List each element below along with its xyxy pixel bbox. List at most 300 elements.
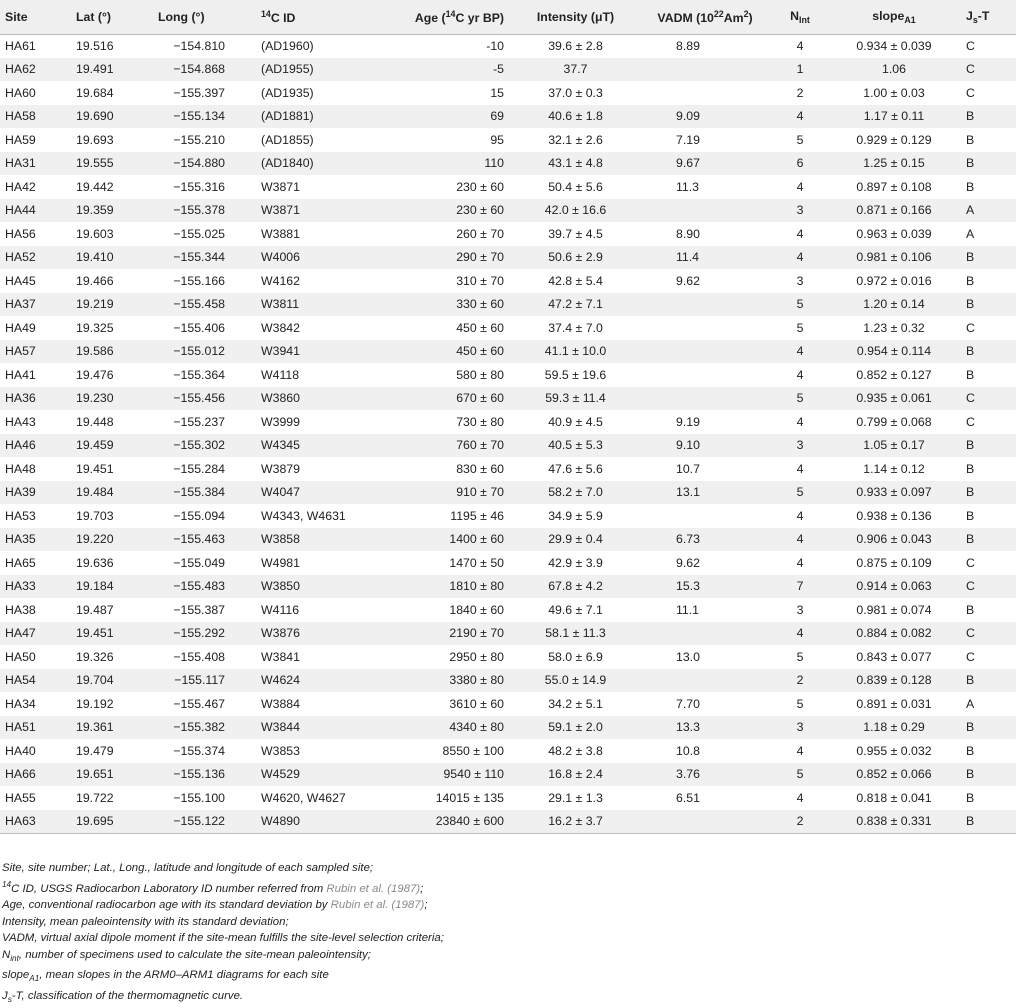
cell-n-int: 3 — [768, 716, 832, 740]
table-row — [0, 58, 1016, 82]
cell-vadm: 10.8 — [642, 739, 768, 763]
cell-vadm: 9.10 — [642, 434, 768, 458]
table-row — [0, 316, 1016, 340]
cell-lat: 19.466 — [70, 269, 150, 293]
footnote-slope: slope$_{A1}$, mean slopes in the ARM0–ARM1 diagrams for each site — [2, 967, 1002, 988]
cell-intensity: 42.9 ± 3.9 — [509, 551, 642, 575]
table-row — [0, 551, 1016, 575]
cell-vadm — [642, 669, 768, 693]
cell-slope: 0.935 ± 0.061 — [832, 387, 956, 411]
cell-long: −155.344 — [150, 246, 253, 270]
cell-js-t: B — [956, 786, 1016, 810]
table-row — [0, 763, 1016, 787]
footnote-vadm: VADM, virtual axial dipole moment if the site-mean fulfills the site-level selection criteria; — [2, 930, 1002, 947]
cell-age: 290 ± 70 — [384, 246, 509, 270]
cell-site: HA53 — [0, 504, 70, 528]
cell-site: HA62 — [0, 58, 70, 82]
cell-site: HA51 — [0, 716, 70, 740]
cell-vadm — [642, 293, 768, 317]
cell-long: −155.397 — [150, 81, 253, 105]
cell-js-t: C — [956, 551, 1016, 575]
cell-age: 260 ± 70 — [384, 222, 509, 246]
cell-intensity: 67.8 ± 4.2 — [509, 575, 642, 599]
cell-n-int: 4 — [768, 504, 832, 528]
cell-n-int: 5 — [768, 645, 832, 669]
cell-n-int: 4 — [768, 457, 832, 481]
cell-n-int: 5 — [768, 692, 832, 716]
cell-slope: 0.891 ± 0.031 — [832, 692, 956, 716]
cell-c14-id: W4981 — [253, 551, 384, 575]
cell-n-int: 3 — [768, 598, 832, 622]
cell-slope: 1.20 ± 0.14 — [832, 293, 956, 317]
table-row — [0, 810, 1016, 834]
table-row — [0, 340, 1016, 364]
table-footnotes — [2, 860, 1002, 1008]
cell-vadm — [642, 316, 768, 340]
cell-js-t: B — [956, 598, 1016, 622]
cell-js-t: B — [956, 128, 1016, 152]
cell-slope: 1.00 ± 0.03 — [832, 81, 956, 105]
header-c14-id: $^{14}$C ID — [253, 0, 384, 34]
cell-age: 1810 ± 80 — [384, 575, 509, 599]
cell-slope: 0.954 ± 0.114 — [832, 340, 956, 364]
cell-long: −155.136 — [150, 763, 253, 787]
cell-n-int: 2 — [768, 669, 832, 693]
cell-slope: 0.981 ± 0.106 — [832, 246, 956, 270]
cell-js-t: C — [956, 58, 1016, 82]
cell-age: 69 — [384, 105, 509, 129]
cell-c14-id: W3853 — [253, 739, 384, 763]
cell-intensity: 39.6 ± 2.8 — [509, 34, 642, 58]
cell-vadm: 8.89 — [642, 34, 768, 58]
cell-site: HA54 — [0, 669, 70, 693]
cell-n-int: 3 — [768, 199, 832, 223]
table-row — [0, 105, 1016, 129]
table-row — [0, 34, 1016, 58]
cell-js-t: A — [956, 692, 1016, 716]
reference-link[interactable]: Rubin et al. (1987) — [331, 899, 425, 911]
cell-long: −155.134 — [150, 105, 253, 129]
cell-lat: 19.184 — [70, 575, 150, 599]
cell-c14-id: W3879 — [253, 457, 384, 481]
cell-intensity: 32.1 ± 2.6 — [509, 128, 642, 152]
cell-vadm: 9.09 — [642, 105, 768, 129]
cell-lat: 19.326 — [70, 645, 150, 669]
cell-lat: 19.484 — [70, 481, 150, 505]
cell-site: HA60 — [0, 81, 70, 105]
cell-intensity: 58.2 ± 7.0 — [509, 481, 642, 505]
cell-age: 4340 ± 80 — [384, 716, 509, 740]
table-row — [0, 128, 1016, 152]
cell-lat: 19.651 — [70, 763, 150, 787]
cell-js-t: B — [956, 105, 1016, 129]
cell-js-t: B — [956, 152, 1016, 176]
table-row — [0, 293, 1016, 317]
cell-intensity: 58.1 ± 11.3 — [509, 622, 642, 646]
cell-c14-id: W3860 — [253, 387, 384, 411]
table-row — [0, 692, 1016, 716]
cell-c14-id: W3811 — [253, 293, 384, 317]
cell-site: HA33 — [0, 575, 70, 599]
cell-long: −155.237 — [150, 410, 253, 434]
footnote-n-int: $N_{int}$, number of specimens used to calculate the site-mean paleointensity; — [2, 947, 1002, 968]
cell-long: −154.868 — [150, 58, 253, 82]
cell-long: −155.012 — [150, 340, 253, 364]
cell-n-int: 4 — [768, 739, 832, 763]
cell-slope: 1.14 ± 0.12 — [832, 457, 956, 481]
cell-lat: 19.451 — [70, 622, 150, 646]
cell-slope: 0.839 ± 0.128 — [832, 669, 956, 693]
footnote-age: Age, conventional radiocarbon age with its standard deviation by Rubin et al. (1987); — [2, 897, 1002, 914]
cell-slope: 0.852 ± 0.127 — [832, 363, 956, 387]
cell-intensity: 43.1 ± 4.8 — [509, 152, 642, 176]
cell-long: −155.292 — [150, 622, 253, 646]
cell-intensity: 40.5 ± 5.3 — [509, 434, 642, 458]
cell-vadm — [642, 387, 768, 411]
table-row — [0, 716, 1016, 740]
cell-lat: 19.487 — [70, 598, 150, 622]
cell-n-int: 4 — [768, 222, 832, 246]
cell-lat: 19.410 — [70, 246, 150, 270]
cell-intensity: 37.0 ± 0.3 — [509, 81, 642, 105]
cell-intensity: 47.2 ± 7.1 — [509, 293, 642, 317]
table-row — [0, 598, 1016, 622]
table-row — [0, 269, 1016, 293]
cell-js-t: B — [956, 810, 1016, 834]
cell-slope: 0.963 ± 0.039 — [832, 222, 956, 246]
cell-lat: 19.459 — [70, 434, 150, 458]
cell-js-t: B — [956, 293, 1016, 317]
cell-intensity: 55.0 ± 14.9 — [509, 669, 642, 693]
cell-n-int: 7 — [768, 575, 832, 599]
cell-lat: 19.442 — [70, 175, 150, 199]
cell-site: HA36 — [0, 387, 70, 411]
cell-age: 1400 ± 60 — [384, 528, 509, 552]
cell-slope: 0.929 ± 0.129 — [832, 128, 956, 152]
cell-js-t: C — [956, 316, 1016, 340]
cell-long: −155.456 — [150, 387, 253, 411]
cell-c14-id: (AD1960) — [253, 34, 384, 58]
cell-lat: 19.636 — [70, 551, 150, 575]
table-row — [0, 410, 1016, 434]
cell-slope: 0.852 ± 0.066 — [832, 763, 956, 787]
cell-intensity: 40.6 ± 1.8 — [509, 105, 642, 129]
cell-js-t: C — [956, 410, 1016, 434]
cell-n-int: 5 — [768, 387, 832, 411]
cell-c14-id: W3999 — [253, 410, 384, 434]
cell-lat: 19.603 — [70, 222, 150, 246]
cell-vadm: 13.1 — [642, 481, 768, 505]
table-row — [0, 387, 1016, 411]
cell-age: 310 ± 70 — [384, 269, 509, 293]
cell-age: 3380 ± 80 — [384, 669, 509, 693]
cell-c14-id: W4890 — [253, 810, 384, 834]
cell-long: −155.166 — [150, 269, 253, 293]
cell-c14-id: W4343, W4631 — [253, 504, 384, 528]
cell-age: 450 ± 60 — [384, 340, 509, 364]
cell-intensity: 37.7 — [509, 58, 642, 82]
cell-slope: 0.843 ± 0.077 — [832, 645, 956, 669]
table-body — [0, 34, 1016, 833]
cell-intensity: 29.9 ± 0.4 — [509, 528, 642, 552]
cell-age: 15 — [384, 81, 509, 105]
cell-n-int: 5 — [768, 293, 832, 317]
cell-vadm: 6.51 — [642, 786, 768, 810]
cell-c14-id: W3842 — [253, 316, 384, 340]
cell-age: 9540 ± 110 — [384, 763, 509, 787]
cell-age: 450 ± 60 — [384, 316, 509, 340]
cell-slope: 1.18 ± 0.29 — [832, 716, 956, 740]
cell-vadm: 15.3 — [642, 575, 768, 599]
cell-js-t: B — [956, 269, 1016, 293]
cell-vadm — [642, 622, 768, 646]
cell-site: HA45 — [0, 269, 70, 293]
cell-slope: 1.06 — [832, 58, 956, 82]
cell-n-int: 4 — [768, 786, 832, 810]
footnote-intensity: Intensity, mean paleointensity with its standard deviation; — [2, 914, 1002, 931]
cell-age: -10 — [384, 34, 509, 58]
cell-long: −155.122 — [150, 810, 253, 834]
cell-age: 910 ± 70 — [384, 481, 509, 505]
reference-link[interactable]: Rubin et al. (1987) — [326, 883, 420, 895]
cell-lat: 19.491 — [70, 58, 150, 82]
cell-c14-id: W4006 — [253, 246, 384, 270]
cell-vadm: 7.19 — [642, 128, 768, 152]
footnote-site: Site, site number; Lat., Long., latitude and longitude of each sampled site; — [2, 860, 1002, 877]
cell-lat: 19.516 — [70, 34, 150, 58]
header-n-int: $N_{Int}$ — [768, 0, 832, 34]
cell-site: HA41 — [0, 363, 70, 387]
cell-long: −155.094 — [150, 504, 253, 528]
header-site: Site — [0, 0, 70, 34]
table-row — [0, 152, 1016, 176]
cell-lat: 19.448 — [70, 410, 150, 434]
cell-long: −155.384 — [150, 481, 253, 505]
header-intensity: Intensity (μT) — [509, 0, 642, 34]
cell-age: 8550 ± 100 — [384, 739, 509, 763]
cell-vadm — [642, 810, 768, 834]
cell-intensity: 40.9 ± 4.5 — [509, 410, 642, 434]
cell-c14-id: W4118 — [253, 363, 384, 387]
cell-site: HA42 — [0, 175, 70, 199]
cell-n-int: 6 — [768, 152, 832, 176]
cell-intensity: 58.0 ± 6.9 — [509, 645, 642, 669]
cell-c14-id: W3858 — [253, 528, 384, 552]
cell-age: 3610 ± 60 — [384, 692, 509, 716]
cell-vadm — [642, 504, 768, 528]
cell-intensity: 34.2 ± 5.1 — [509, 692, 642, 716]
cell-age: 580 ± 80 — [384, 363, 509, 387]
cell-vadm: 13.3 — [642, 716, 768, 740]
cell-js-t: C — [956, 34, 1016, 58]
cell-js-t: C — [956, 622, 1016, 646]
cell-vadm: 9.67 — [642, 152, 768, 176]
cell-n-int: 4 — [768, 246, 832, 270]
cell-slope: 0.884 ± 0.082 — [832, 622, 956, 646]
cell-long: −155.117 — [150, 669, 253, 693]
cell-age: 230 ± 60 — [384, 175, 509, 199]
cell-lat: 19.230 — [70, 387, 150, 411]
cell-lat: 19.722 — [70, 786, 150, 810]
header-row — [0, 0, 1016, 34]
cell-long: −155.049 — [150, 551, 253, 575]
cell-long: −154.810 — [150, 34, 253, 58]
cell-js-t: A — [956, 199, 1016, 223]
cell-age: 23840 ± 600 — [384, 810, 509, 834]
table-row — [0, 528, 1016, 552]
cell-intensity: 49.6 ± 7.1 — [509, 598, 642, 622]
cell-age: 730 ± 80 — [384, 410, 509, 434]
cell-site: HA50 — [0, 645, 70, 669]
table-row — [0, 481, 1016, 505]
cell-slope: 0.955 ± 0.032 — [832, 739, 956, 763]
cell-age: 830 ± 60 — [384, 457, 509, 481]
cell-c14-id: W3850 — [253, 575, 384, 599]
cell-js-t: B — [956, 363, 1016, 387]
cell-site: HA48 — [0, 457, 70, 481]
table-row — [0, 645, 1016, 669]
cell-intensity: 59.1 ± 2.0 — [509, 716, 642, 740]
cell-js-t: B — [956, 528, 1016, 552]
cell-long: −154.880 — [150, 152, 253, 176]
cell-slope: 0.914 ± 0.063 — [832, 575, 956, 599]
cell-c14-id: W4116 — [253, 598, 384, 622]
cell-n-int: 2 — [768, 81, 832, 105]
cell-vadm: 9.19 — [642, 410, 768, 434]
cell-slope: 0.906 ± 0.043 — [832, 528, 956, 552]
cell-lat: 19.704 — [70, 669, 150, 693]
cell-slope: 0.897 ± 0.108 — [832, 175, 956, 199]
cell-vadm: 10.7 — [642, 457, 768, 481]
cell-site: HA57 — [0, 340, 70, 364]
cell-age: 2190 ± 70 — [384, 622, 509, 646]
cell-site: HA40 — [0, 739, 70, 763]
cell-c14-id: (AD1955) — [253, 58, 384, 82]
cell-vadm: 11.3 — [642, 175, 768, 199]
cell-long: −155.374 — [150, 739, 253, 763]
cell-site: HA63 — [0, 810, 70, 834]
cell-vadm: 9.62 — [642, 551, 768, 575]
cell-c14-id: W3871 — [253, 175, 384, 199]
cell-site: HA65 — [0, 551, 70, 575]
cell-n-int: 2 — [768, 810, 832, 834]
cell-intensity: 16.8 ± 2.4 — [509, 763, 642, 787]
cell-slope: 0.875 ± 0.109 — [832, 551, 956, 575]
cell-n-int: 5 — [768, 128, 832, 152]
table-row — [0, 739, 1016, 763]
cell-slope: 0.871 ± 0.166 — [832, 199, 956, 223]
cell-js-t: B — [956, 504, 1016, 528]
cell-age: 1470 ± 50 — [384, 551, 509, 575]
cell-intensity: 48.2 ± 3.8 — [509, 739, 642, 763]
cell-age: 2950 ± 80 — [384, 645, 509, 669]
cell-site: HA47 — [0, 622, 70, 646]
cell-js-t: B — [956, 434, 1016, 458]
cell-slope: 0.933 ± 0.097 — [832, 481, 956, 505]
cell-slope: 0.972 ± 0.016 — [832, 269, 956, 293]
cell-slope: 0.938 ± 0.136 — [832, 504, 956, 528]
cell-lat: 19.359 — [70, 199, 150, 223]
cell-slope: 0.838 ± 0.331 — [832, 810, 956, 834]
cell-long: −155.483 — [150, 575, 253, 599]
cell-long: −155.382 — [150, 716, 253, 740]
cell-c14-id: (AD1840) — [253, 152, 384, 176]
cell-intensity: 16.2 ± 3.7 — [509, 810, 642, 834]
cell-site: HA46 — [0, 434, 70, 458]
cell-vadm: 9.62 — [642, 269, 768, 293]
cell-js-t: A — [956, 222, 1016, 246]
cell-site: HA66 — [0, 763, 70, 787]
header-age: Age ($^{14}$C yr BP) — [384, 0, 509, 34]
table-row — [0, 622, 1016, 646]
table-row — [0, 222, 1016, 246]
cell-long: −155.025 — [150, 222, 253, 246]
cell-lat: 19.476 — [70, 363, 150, 387]
cell-c14-id: W3876 — [253, 622, 384, 646]
table-row — [0, 175, 1016, 199]
cell-c14-id: W3881 — [253, 222, 384, 246]
cell-n-int: 4 — [768, 105, 832, 129]
cell-n-int: 4 — [768, 175, 832, 199]
cell-long: −155.210 — [150, 128, 253, 152]
cell-lat: 19.479 — [70, 739, 150, 763]
cell-n-int: 4 — [768, 528, 832, 552]
cell-n-int: 4 — [768, 34, 832, 58]
footnote-js-t: $J_s-T$, classification of the thermomagnetic curve. — [2, 988, 1002, 1008]
table-row — [0, 363, 1016, 387]
cell-js-t: B — [956, 763, 1016, 787]
cell-c14-id: (AD1881) — [253, 105, 384, 129]
cell-site: HA38 — [0, 598, 70, 622]
cell-intensity: 39.7 ± 4.5 — [509, 222, 642, 246]
cell-long: −155.458 — [150, 293, 253, 317]
cell-c14-id: W3841 — [253, 645, 384, 669]
header-long: Long (°) — [150, 0, 253, 34]
cell-intensity: 41.1 ± 10.0 — [509, 340, 642, 364]
cell-site: HA34 — [0, 692, 70, 716]
cell-c14-id: W3941 — [253, 340, 384, 364]
cell-js-t: B — [956, 175, 1016, 199]
cell-js-t: C — [956, 575, 1016, 599]
cell-lat: 19.451 — [70, 457, 150, 481]
cell-n-int: 4 — [768, 363, 832, 387]
cell-long: −155.364 — [150, 363, 253, 387]
cell-long: −155.387 — [150, 598, 253, 622]
cell-site: HA61 — [0, 34, 70, 58]
cell-lat: 19.325 — [70, 316, 150, 340]
cell-c14-id: W3884 — [253, 692, 384, 716]
cell-n-int: 4 — [768, 410, 832, 434]
cell-js-t: C — [956, 387, 1016, 411]
cell-vadm — [642, 340, 768, 364]
cell-long: −155.302 — [150, 434, 253, 458]
cell-c14-id: W4162 — [253, 269, 384, 293]
cell-site: HA49 — [0, 316, 70, 340]
cell-n-int: 5 — [768, 763, 832, 787]
cell-vadm: 8.90 — [642, 222, 768, 246]
cell-site: HA56 — [0, 222, 70, 246]
header-lat: Lat (°) — [70, 0, 150, 34]
cell-n-int: 5 — [768, 316, 832, 340]
table-row — [0, 81, 1016, 105]
cell-vadm — [642, 363, 768, 387]
cell-n-int: 4 — [768, 340, 832, 364]
cell-n-int: 3 — [768, 434, 832, 458]
cell-slope: 1.23 ± 0.32 — [832, 316, 956, 340]
table-row — [0, 786, 1016, 810]
cell-long: −155.463 — [150, 528, 253, 552]
cell-long: −155.100 — [150, 786, 253, 810]
